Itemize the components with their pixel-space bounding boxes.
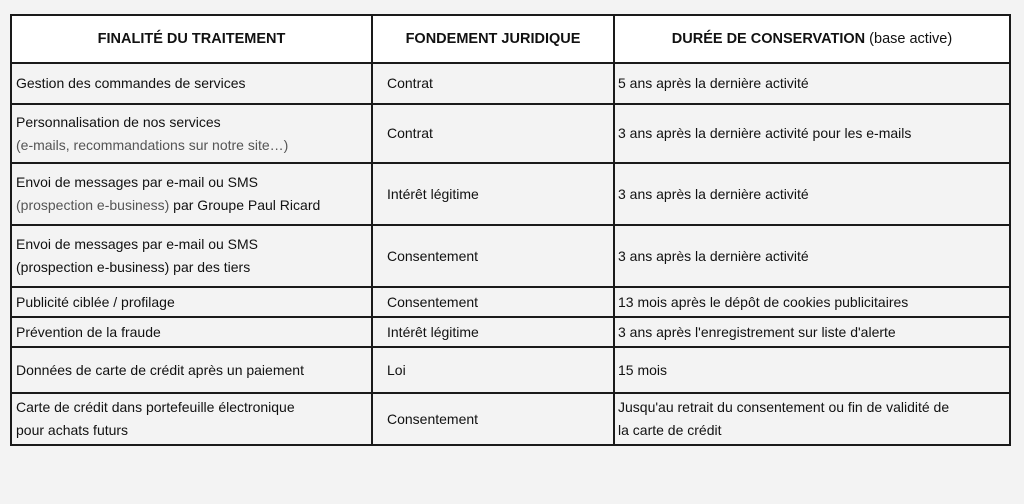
cell-retention: 3 ans après la dernière activité <box>614 225 1010 287</box>
cell-purpose: Gestion des commandes de services <box>11 63 372 104</box>
cell-retention: 13 mois après le dépôt de cookies publicitaires <box>614 287 1010 317</box>
cell-purpose-subtext: (e-mails, recommandations sur notre site…) <box>16 136 289 153</box>
cell-legal-basis: Contrat <box>372 63 614 104</box>
cell-retention: 3 ans après la dernière activité pour les e-mails <box>614 104 1010 163</box>
header-retention <box>614 15 1010 63</box>
header-purpose: FINALITÉ DU TRAITEMENT <box>11 15 372 63</box>
cell-retention <box>614 393 1010 445</box>
cell-retention: 5 ans après la dernière activité <box>614 63 1010 104</box>
cell-purpose-line2 <box>16 194 367 217</box>
table-row <box>11 347 1010 393</box>
cell-purpose-rest: par Groupe Paul Ricard <box>169 197 321 213</box>
table-row <box>11 163 1010 225</box>
cell-legal-basis: Intérêt légitime <box>372 317 614 347</box>
cell-purpose <box>11 163 372 225</box>
cell-purpose: Prévention de la fraude <box>11 317 372 347</box>
cell-retention: 3 ans après la dernière activité <box>614 163 1010 225</box>
table-row <box>11 393 1010 445</box>
cell-purpose-line: Envoi de messages par e-mail ou SMS <box>16 236 258 252</box>
cell-purpose-line2: (prospection e-business) par des tiers <box>16 259 251 275</box>
cell-purpose-line: Carte de crédit dans portefeuille électronique <box>16 399 295 415</box>
cell-purpose-subtext: (prospection e-business) <box>16 197 170 213</box>
cell-retention-line2: la carte de crédit <box>618 422 722 438</box>
header-legal-basis: FONDEMENT JURIDIQUE <box>372 15 614 63</box>
cell-legal-basis: Consentement <box>372 393 614 445</box>
cell-retention: 3 ans après l'enregistrement sur liste d'alerte <box>614 317 1010 347</box>
table-row <box>11 317 1010 347</box>
header-retention-note: (base active) <box>865 30 953 47</box>
cell-legal-basis: Consentement <box>372 287 614 317</box>
cell-legal-basis: Contrat <box>372 104 614 163</box>
table-row <box>11 287 1010 317</box>
table-header-row <box>11 15 1010 63</box>
cell-purpose <box>11 393 372 445</box>
table-row <box>11 104 1010 163</box>
cell-purpose <box>11 104 372 163</box>
cell-purpose <box>11 225 372 287</box>
table-row <box>11 225 1010 287</box>
cell-legal-basis: Consentement <box>372 225 614 287</box>
table-row <box>11 63 1010 104</box>
cell-purpose-line2: pour achats futurs <box>16 422 129 438</box>
data-processing-table <box>10 14 1011 446</box>
cell-purpose-line: Personnalisation de nos services <box>16 113 221 130</box>
cell-retention-line: Jusqu'au retrait du consentement ou fin de validité de <box>618 399 950 415</box>
cell-retention: 15 mois <box>614 347 1010 393</box>
cell-legal-basis: Loi <box>372 347 614 393</box>
data-processing-table-container <box>10 14 1009 446</box>
cell-purpose: Données de carte de crédit après un paiement <box>11 347 372 393</box>
cell-purpose-line: Envoi de messages par e-mail ou SMS <box>16 174 258 190</box>
header-retention-bold: DURÉE DE CONSERVATION <box>671 30 866 47</box>
cell-purpose: Publicité ciblée / profilage <box>11 287 372 317</box>
cell-legal-basis: Intérêt légitime <box>372 163 614 225</box>
